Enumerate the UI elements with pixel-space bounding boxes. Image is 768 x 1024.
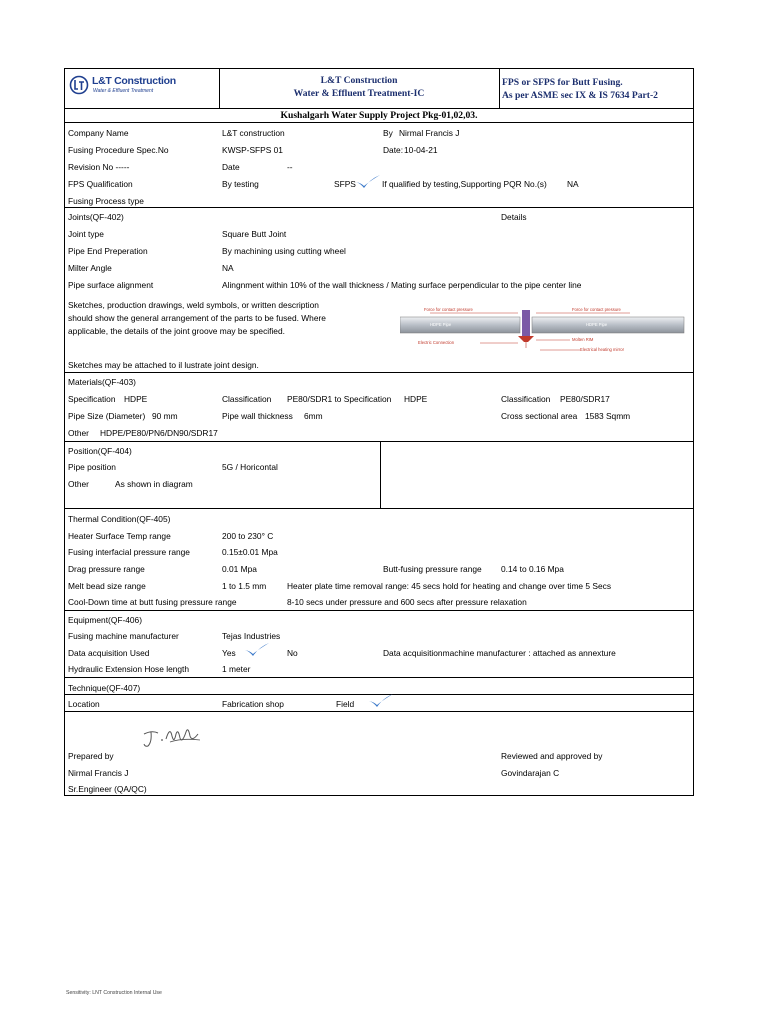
area-label: Cross sectional area	[501, 411, 578, 421]
milter-label: Milter Angle	[68, 263, 112, 273]
heater-label: Heater Surface Temp range	[68, 531, 171, 541]
position-other-value: As shown in diagram	[115, 479, 193, 489]
reviewed-name: Govindarajan C	[501, 768, 560, 778]
fps-label: FPS Qualification	[68, 179, 133, 189]
other-label: Other	[68, 428, 89, 438]
sketch-line-3: applicable, the details of the joint groove may be specified.	[68, 326, 285, 336]
org-subtitle: Water & Effluent Treatment-IC	[293, 88, 425, 99]
mat-spec-value: HDPE	[124, 394, 148, 404]
drag-label: Drag pressure range	[68, 564, 145, 574]
checkmark-icon	[244, 643, 270, 657]
reviewed-label: Reviewed and approved by	[501, 751, 603, 761]
materials-title: Materials(QF-403)	[68, 377, 136, 387]
shop-label: Fabrication shop	[222, 699, 284, 709]
sketch-line-1: Sketches, production drawings, weld symbols, or written description	[68, 300, 319, 310]
location-label: Location	[68, 699, 100, 709]
mat-class2-label: Classification	[501, 394, 551, 404]
spec-label: Fusing Procedure Spec.No	[68, 145, 169, 155]
project-title: Kushalgarh Water Supply Project Pkg-01,02,03.	[280, 110, 478, 121]
pipe-end-label: Pipe End Preperation	[68, 246, 148, 256]
checkmark-icon	[368, 694, 394, 708]
diagram-force-left: Force for contact pressure	[424, 307, 473, 312]
equipment-title: Equipment(QF-406)	[68, 615, 143, 625]
manuf-label: Fusing machine manufacturer	[68, 631, 179, 641]
size-label: Pipe Size (Diameter)	[68, 411, 146, 421]
milter-value: NA	[222, 263, 234, 273]
manuf-value: Tejas Industries	[222, 631, 281, 641]
revision-label: Revision No -----	[68, 162, 130, 172]
mat-class2-value: PE80/SDR17	[560, 394, 610, 404]
company-label: Company Name	[68, 128, 129, 138]
date2-label: Date	[222, 162, 240, 172]
date-label: Date:	[383, 145, 404, 155]
prepared-role: Sr.Engineer (QA/QC)	[68, 784, 147, 794]
joint-diagram	[400, 304, 690, 356]
diagram-molten: Molten RIM	[572, 337, 594, 342]
bead-label: Melt bead size range	[68, 581, 146, 591]
area-value: 1583 Sqmm	[585, 411, 631, 421]
technique-title: Technique(QF-407)	[68, 683, 141, 693]
logo-subtext: Water & Effluent Treatment	[93, 88, 154, 94]
date-value: 10-04-21	[404, 145, 438, 155]
mat-class-value: PE80/SDR1 to Specification	[287, 394, 392, 404]
process-label: Fusing Process type	[68, 196, 144, 206]
heater-value: 200 to 230° C	[222, 531, 274, 541]
company-value: L&T construction	[222, 128, 285, 138]
lt-logo	[66, 72, 206, 102]
hose-value: 1 meter	[222, 664, 251, 674]
butt-value: 0.14 to 0.16 Mpa	[501, 564, 564, 574]
size-value: 90 mm	[152, 411, 178, 421]
mat-spec-label: Specification	[68, 394, 116, 404]
mat-class-label: Classification	[222, 394, 272, 404]
diagram-force-right: Force for contact pressure	[572, 307, 621, 312]
position-title: Position(QF-404)	[68, 446, 132, 456]
org-title: L&T Construction	[320, 75, 398, 86]
prepared-name: Nirmal Francis J	[68, 768, 129, 778]
details-label: Details	[501, 212, 527, 222]
daq-manuf-text: Data acquisitionmachine manufacturer : attached as annexture	[383, 648, 616, 658]
other-value: HDPE/PE80/PN6/DN90/SDR17	[100, 428, 218, 438]
surface-value: Alingnment within 10% of the wall thickness / Mating surface perpendicular to the pipe center line	[222, 280, 582, 290]
spec-title-2: As per ASME sec IX & IS 7634 Part-2	[502, 90, 658, 101]
sketch-line-2: should show the general arrangement of the parts to be fused. Where	[68, 313, 326, 323]
wall-value: 6mm	[304, 411, 323, 421]
by-label: By	[383, 128, 393, 138]
drag-value: 0.01 Mpa	[222, 564, 257, 574]
joint-type-label: Joint type	[68, 229, 104, 239]
daq-yes: Yes	[222, 648, 236, 658]
pipe-position-label: Pipe position	[68, 462, 116, 472]
diagram-pipe-left: HDPE Pipe	[430, 322, 452, 327]
cool-value: 8-10 secs under pressure and 600 secs after pressure relaxation	[287, 597, 527, 607]
pqr-value: NA	[567, 179, 579, 189]
spec-value: KWSP-SFPS 01	[222, 145, 283, 155]
surface-label: Pipe surface alignment	[68, 280, 154, 290]
pqr-text: If qualified by testing,Supporting PQR No.(s)	[382, 179, 547, 189]
hose-label: Hydraulic Extension Hose length	[68, 664, 190, 674]
sensitivity-note: Sensitivity: LNT Construction Internal Use	[66, 990, 162, 996]
plate-text: Heater plate time removal range: 45 secs hold for heating and change over time 5 Secs	[287, 581, 612, 591]
checkmark-icon	[355, 175, 381, 189]
wall-label: Pipe wall thickness	[222, 411, 293, 421]
diagram-pipe-right: HDPE Pipe	[586, 322, 608, 327]
attach-note: Sketches may be attached to il lustrate joint design.	[68, 360, 259, 370]
spec-title-1: FPS or SFPS for Butt Fusing.	[502, 77, 623, 88]
date2-value: --	[287, 162, 293, 172]
interfacial-label: Fusing interfacial pressure range	[68, 547, 190, 557]
signature-icon	[140, 722, 204, 752]
lt-logo-icon	[69, 75, 89, 95]
thermal-title: Thermal Condition(QF-405)	[68, 514, 171, 524]
joints-title: Joints(QF-402)	[68, 212, 124, 222]
sfps-label: SFPS	[334, 179, 356, 189]
logo-text: L&T Construction	[92, 75, 176, 87]
position-other-label: Other	[68, 479, 89, 489]
diagram-heating: Electrical heating mirror	[580, 347, 624, 352]
prepared-label: Prepared by	[68, 751, 114, 761]
field-label: Field	[336, 699, 355, 709]
butt-label: Butt-fusing pressure range	[383, 564, 482, 574]
joint-type-value: Square Butt Joint	[222, 229, 287, 239]
diagram-electric: Electric Connection	[418, 340, 455, 345]
pipe-position-value: 5G / Horicontal	[222, 462, 278, 472]
pipe-end-value: By machining using cutting wheel	[222, 246, 346, 256]
mat-spec2-value: HDPE	[404, 394, 428, 404]
by-value: Nirmal Francis J	[399, 128, 460, 138]
bead-value: 1 to 1.5 mm	[222, 581, 267, 591]
cool-label: Cool-Down time at butt fusing pressure range	[68, 597, 237, 607]
daq-label: Data acquisition Used	[68, 648, 150, 658]
daq-no: No	[287, 648, 298, 658]
interfacial-value: 0.15±0.01 Mpa	[222, 547, 278, 557]
fps-value: By testing	[222, 179, 259, 189]
